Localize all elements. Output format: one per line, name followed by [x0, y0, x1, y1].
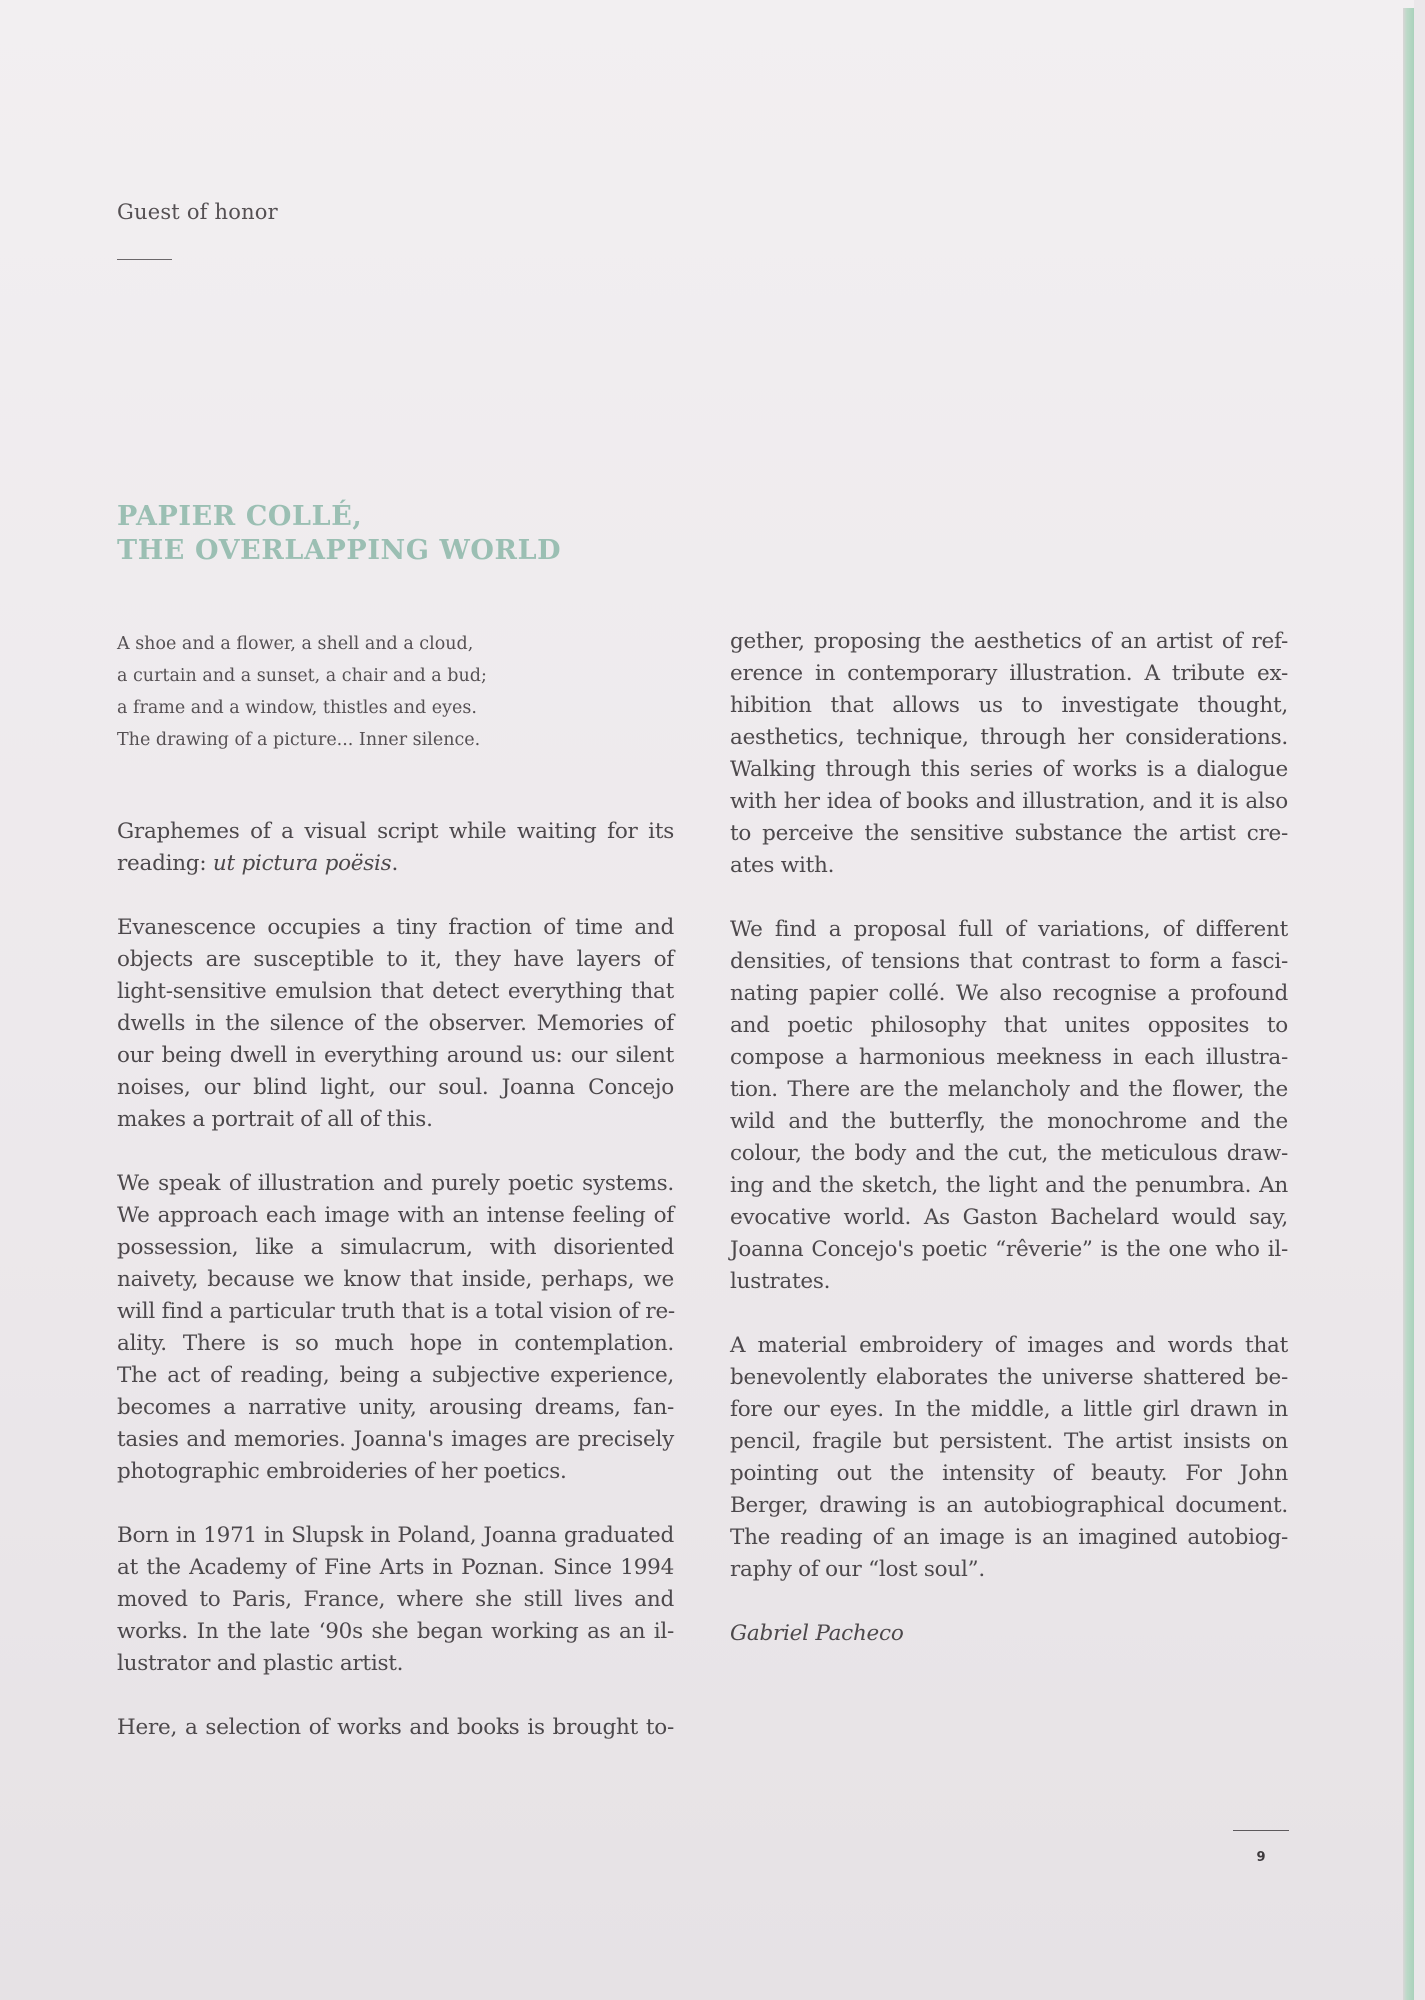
text-line: will find a particular truth that is a total vision of re- — [117, 1299, 675, 1324]
text-line: tion. There are the melancholy and the flower, the — [730, 1077, 1288, 1102]
text-line: dwells in the silence of the observer. Memories of — [117, 1011, 674, 1036]
text-line: ality. There is so much hope in contemplation. — [117, 1331, 674, 1356]
text-line: pointing out the intensity of beauty. For John — [730, 1461, 1288, 1486]
text-line: gether, proposing the aesthetics of an artist of ref- — [730, 629, 1288, 654]
text-line: benevolently elaborates the universe shattered be- — [730, 1365, 1288, 1390]
text-line: pencil, fragile but persistent. The artist insists on — [730, 1429, 1288, 1454]
text-line: nating papier collé. We also recognise a profound — [730, 981, 1288, 1006]
text-line: densities, of tensions that contrast to form a fasci- — [730, 949, 1288, 974]
text-line: The act of reading, being a subjective experience, — [117, 1363, 674, 1388]
text-line: Berger, drawing is an autobiographical document. — [730, 1493, 1288, 1518]
text-line: our being dwell in everything around us: our silent — [117, 1043, 674, 1068]
text-line: Born in 1971 in Slupsk in Poland, Joanna graduated — [117, 1523, 674, 1548]
text-line: A material embroidery of images and words that — [730, 1333, 1288, 1358]
text-line: light-sensitive emulsion that detect everything that — [117, 979, 674, 1004]
text-line: ing and the sketch, the light and the penumbra. An — [730, 1173, 1288, 1198]
footer-divider — [1233, 1830, 1289, 1831]
paragraph — [730, 626, 1288, 882]
poem-line: a curtain and a sunset, a chair and a bud; — [117, 666, 487, 686]
text-line: lustrator and plastic artist. — [117, 1651, 404, 1676]
text-line: to perceive the sensitive substance the artist cre- — [730, 821, 1288, 846]
text-fragment: . — [391, 851, 399, 876]
title-line: PAPIER COLLÉ, — [117, 501, 363, 532]
text-line: Joanna Concejo's poetic “rêverie” is the one who il- — [730, 1237, 1288, 1262]
text-line: compose a harmonious meekness in each illustra- — [730, 1045, 1288, 1070]
article-title — [117, 500, 561, 568]
text-line: moved to Paris, France, where she still lives and — [117, 1587, 674, 1612]
text-line: ates with. — [730, 853, 835, 878]
text-line: Graphemes of a visual script while waiting for its — [117, 819, 674, 844]
text-line: hibition that allows us to investigate thought, — [730, 693, 1288, 718]
text-line: aesthetics, technique, through her considerations. — [730, 725, 1288, 750]
body-column-left — [117, 816, 674, 1776]
text-line: objects are susceptible to it, they have layers of — [117, 947, 674, 972]
title-line: THE OVERLAPPING WORLD — [117, 535, 562, 566]
text-line: with her idea of books and illustration, and it is also — [730, 789, 1288, 814]
page-edge-strip — [1403, 8, 1414, 2000]
text-line: raphy of our “lost soul”. — [730, 1557, 985, 1582]
paragraph — [117, 912, 674, 1136]
paragraph — [117, 1168, 674, 1488]
text-line: and poetic philosophy that unites opposites to — [730, 1013, 1288, 1038]
paragraph — [730, 1330, 1288, 1586]
text-line: naivety, because we know that inside, perhaps, we — [117, 1267, 674, 1292]
text-line: makes a portrait of all of this. — [117, 1107, 433, 1132]
text-line: evocative world. As Gaston Bachelard would say, — [730, 1205, 1288, 1230]
latin-phrase: ut pictura poësis — [212, 851, 392, 876]
poem-line: a frame and a window, thistles and eyes. — [117, 698, 477, 718]
text-line: becomes a narrative unity, arousing dreams, fan- — [117, 1395, 674, 1420]
body-column-right — [730, 626, 1288, 1682]
text-line — [117, 848, 674, 880]
paragraph — [730, 914, 1288, 1298]
text-line: Here, a selection of works and books is brought to- — [117, 1715, 674, 1740]
text-line: noises, our blind light, our soul. Joanna Concejo — [117, 1075, 674, 1100]
text-line: photographic embroideries of her poetics. — [117, 1459, 567, 1484]
text-line: tasies and memories. Joanna's images are precisely — [117, 1427, 674, 1452]
text-line: Walking through this series of works is a dialogue — [730, 757, 1288, 782]
text-line: lustrates. — [730, 1269, 831, 1294]
author-signature: Gabriel Pacheco — [730, 1621, 904, 1646]
text-line: wild and the butterfly, the monochrome and the — [730, 1109, 1288, 1134]
text-line: We approach each image with an intense feeling of — [117, 1203, 674, 1228]
epigraph-poem — [117, 628, 487, 756]
text-line: colour, the body and the cut, the meticulous draw- — [730, 1141, 1288, 1166]
text-line: We find a proposal full of variations, of different — [730, 917, 1288, 942]
text-line: Evanescence occupies a tiny fraction of time and — [117, 915, 674, 940]
text-line: The reading of an image is an imagined autobiog- — [730, 1525, 1288, 1550]
page-number: 9 — [1256, 1850, 1266, 1865]
paragraph — [117, 816, 674, 880]
paragraph — [117, 1520, 674, 1680]
paragraph — [117, 1712, 674, 1744]
text-line: at the Academy of Fine Arts in Poznan. Since 1994 — [117, 1555, 674, 1580]
text-line: We speak of illustration and purely poetic systems. — [117, 1171, 674, 1196]
poem-line: The drawing of a picture... Inner silence. — [117, 730, 481, 750]
text-line: fore our eyes. In the middle, a little girl drawn in — [730, 1397, 1288, 1422]
text-fragment: reading: — [117, 851, 213, 876]
text-line: works. In the late ‘90s she began working as an il- — [117, 1619, 674, 1644]
author-signature-block — [730, 1618, 1288, 1650]
section-divider — [117, 259, 172, 260]
text-line: erence in contemporary illustration. A tribute ex- — [730, 661, 1288, 686]
text-line: possession, like a simulacrum, with disoriented — [117, 1235, 674, 1260]
section-label: Guest of honor — [117, 200, 278, 224]
poem-line: A shoe and a flower, a shell and a cloud, — [117, 634, 474, 654]
